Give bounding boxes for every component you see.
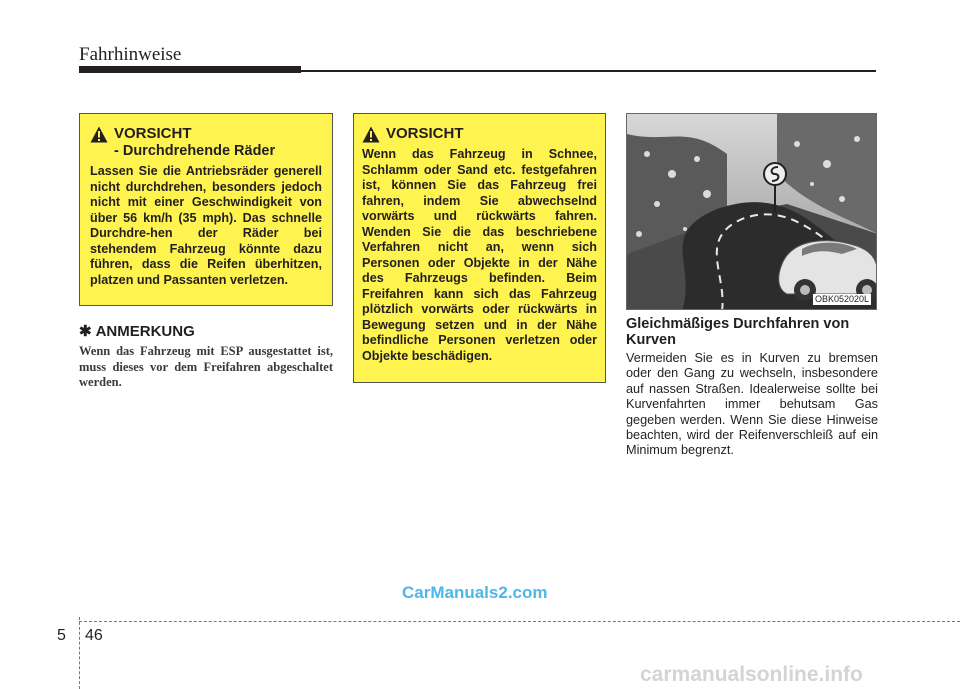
caution-text: Lassen Sie die Antriebsräder generell nicht durchdrehen, besonders jedoch nicht mit einer Geschwindigkeit von über 56 km/h (35 mph). Das schnelle Durchdre-hen der Räder bei stehendem Fahrzeug könnte dazu führen, dass die Reifen überhitzen, platzen und Passanten verletzen. — [90, 164, 322, 287]
warning-triangle-icon — [90, 126, 108, 143]
header-rule — [301, 70, 876, 72]
warning-triangle-icon — [362, 126, 380, 143]
site-watermark: carmanualsonline.info — [640, 663, 863, 686]
section-number: 5 — [57, 627, 66, 644]
header-bar — [79, 66, 301, 73]
note-text: Wenn das Fahrzeug mit ESP ausgestattet ist, muss dieses vor dem Freifahren abgeschaltet werden. — [79, 344, 333, 389]
note-title: ANMERKUNG — [95, 322, 195, 340]
caution-title: VORSICHT — [114, 125, 192, 142]
footer-rule — [79, 621, 960, 622]
section-heading: Gleichmäßiges Durchfahren von Kurven — [626, 316, 850, 348]
caution-title: VORSICHT — [386, 125, 464, 142]
section-text: Vermeiden Sie es in Kurven zu bremsen oder den Gang zu wechseln, insbesondere auf nassen Straßen. Idealerweise sollte bei Kurvenfahrten immer behutsam Gas gegeben werden. Wenn Sie diese Hinweise beachten, wird der Reifenverschleiß auf ein Minimum begrenzt. — [626, 351, 878, 458]
page-header-title: Fahrhinweise — [79, 44, 182, 65]
caution-subtitle: - Durchdrehende Räder — [114, 143, 276, 159]
caution-box-stuck-vehicle — [353, 113, 606, 383]
star-bullet-icon: ✱ — [79, 323, 92, 340]
footer-divider — [79, 617, 80, 689]
caution-box-spinning-wheels — [79, 113, 333, 306]
snowy-road-illustration — [627, 114, 877, 310]
illustration-curvy-road — [626, 113, 877, 310]
watermark-link[interactable]: CarManuals2.com — [402, 583, 548, 602]
caution-text: Wenn das Fahrzeug in Schnee, Schlamm oder Sand etc. festgefahren ist, können Sie das Fahrzeug frei fahren, indem Sie abwechselnd vorwärts und rückwärts fahren. Wenden Sie die das beschriebene Verfahren nicht an, wenn sich Personen oder Objekte in der Nähe des Fahrzeugs befinden. Beim Freifahren kann sich das Fahrzeug plötzlich vorwärts oder rückwärts in Bewegung setzen und in der Nähe befindliche Personen verletzen oder Objekte beschädigen. — [362, 147, 597, 363]
note-block — [79, 322, 333, 391]
figure-code: OBK052020L — [814, 294, 869, 304]
page-number: 46 — [85, 627, 103, 644]
